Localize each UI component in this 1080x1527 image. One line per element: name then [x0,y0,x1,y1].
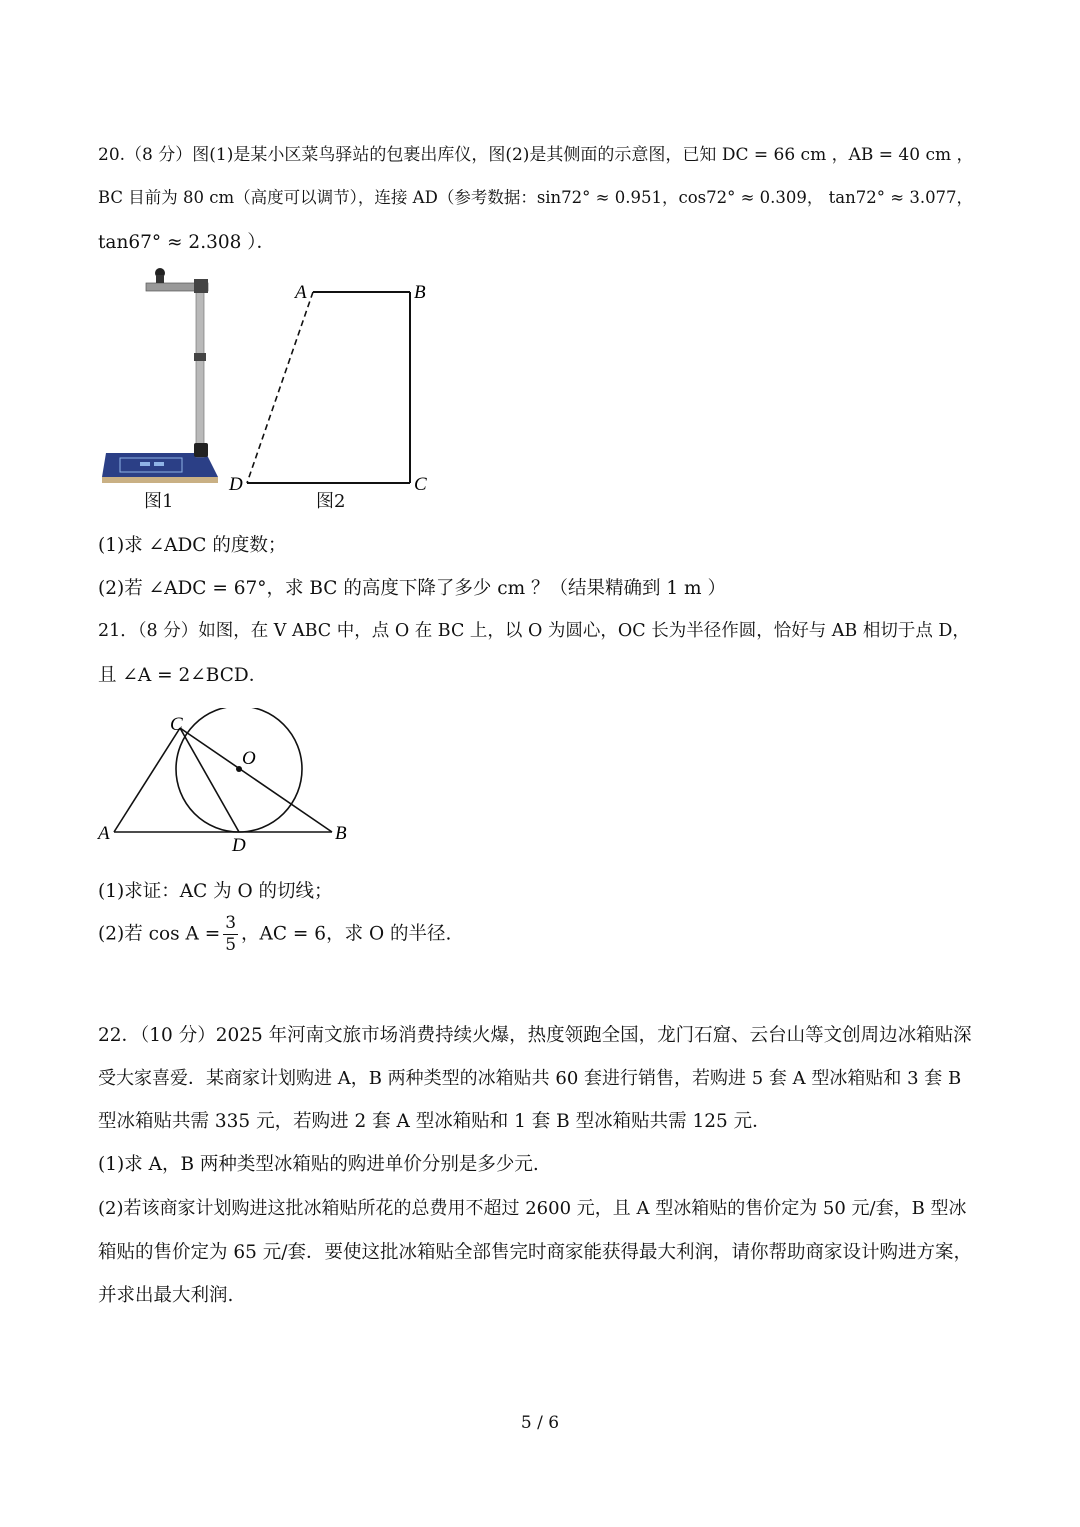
q20-line1: 20.（8 分）图(1)是某小区菜鸟驿站的包裹出库仪，图(2)是其侧面的示意图，已知 DC = 66 cm ，AB = 40 cm ， [98,145,974,165]
fraction-numerator: 3 [225,913,237,933]
q21-part2-suffix: ，AC = 6，求 O 的半径. [241,923,452,945]
segment-CB [180,728,332,832]
label-D: D [232,835,246,856]
label-D: D [229,474,243,495]
q22-part2-line2: 箱贴的售价定为 65 元/套．要使这批冰箱贴全部售完时商家能获得最大利润，请你帮助商家设计购进方案， [98,1242,973,1263]
q21-part2-prefix: (2)若 cos A = [98,923,221,945]
fraction-denominator: 5 [225,935,237,955]
q21-figure [92,708,362,856]
label-C: C [170,714,183,735]
q21-part1: (1)求证：AC 为 O 的切线； [98,881,333,902]
q22-line2: 受大家喜爱．某商家计划购进 A，B 两种类型的冰箱贴共 60 套进行销售，若购进 5 套 A 型冰箱贴和 3 套 B [98,1068,962,1089]
segment-AC [114,728,180,832]
label-A: A [98,823,110,844]
q21-line2: 且 ∠A = 2∠BCD． [98,665,268,686]
label-A: A [295,282,307,303]
q21-part2 [98,915,451,954]
fraction-three-fifths [223,915,238,954]
figure1-caption: 图1 [144,491,174,512]
label-O: O [242,748,256,769]
label-B: B [335,823,347,844]
q22-part2-line1: (2)若该商家计划购进这批冰箱贴所花的总费用不超过 2600 元，且 A 型冰箱贴的售价定为 50 元/套，B 型冰 [98,1198,967,1219]
label-C: C [414,474,427,495]
q22-line1: 22．（10 分）2025 年河南文旅市场消费持续火爆，热度领跑全国，龙门石窟、云台山等文创周边冰箱贴深 [98,1025,972,1046]
figure2-diagram [225,278,440,500]
q22-line3: 型冰箱贴共需 335 元，若购进 2 套 A 型冰箱贴和 1 套 B 型冰箱贴共需 125 元． [98,1111,771,1132]
q20-part1: (1)求 ∠ADC 的度数； [98,535,287,556]
q22-part2-line3: 并求出最大利润. [98,1285,234,1306]
q20-part2: (2)若 ∠ADC = 67°，求 BC 的高度下降了多少 cm ？（结果精确到 1 m ） [98,578,726,599]
label-B: B [414,282,426,303]
q20-line3: tan67° ≈ 2.308 ）． [98,232,276,253]
q21-line1: 21．（8 分）如图，在 V ABC 中，点 O 在 BC 上，以 O 为圆心，OC 长为半径作圆，恰好与 AB 相切于点 D， [98,621,970,641]
q20-line2: BC 目前为 80 cm（高度可以调节），连接 AD（参考数据：sin72° ≈ 0.951，cos72° ≈ 0.309， tan72° ≈ 3.077， [98,188,974,207]
segment-CD [180,728,239,832]
segment-AD [247,292,313,483]
q22-part1: (1)求 A，B 两种类型冰箱贴的购进单价分别是多少元. [98,1154,539,1175]
page-number: 5 / 6 [520,1413,560,1433]
figure2-caption: 图2 [316,491,346,512]
figure1-scanner-image [98,265,228,515]
